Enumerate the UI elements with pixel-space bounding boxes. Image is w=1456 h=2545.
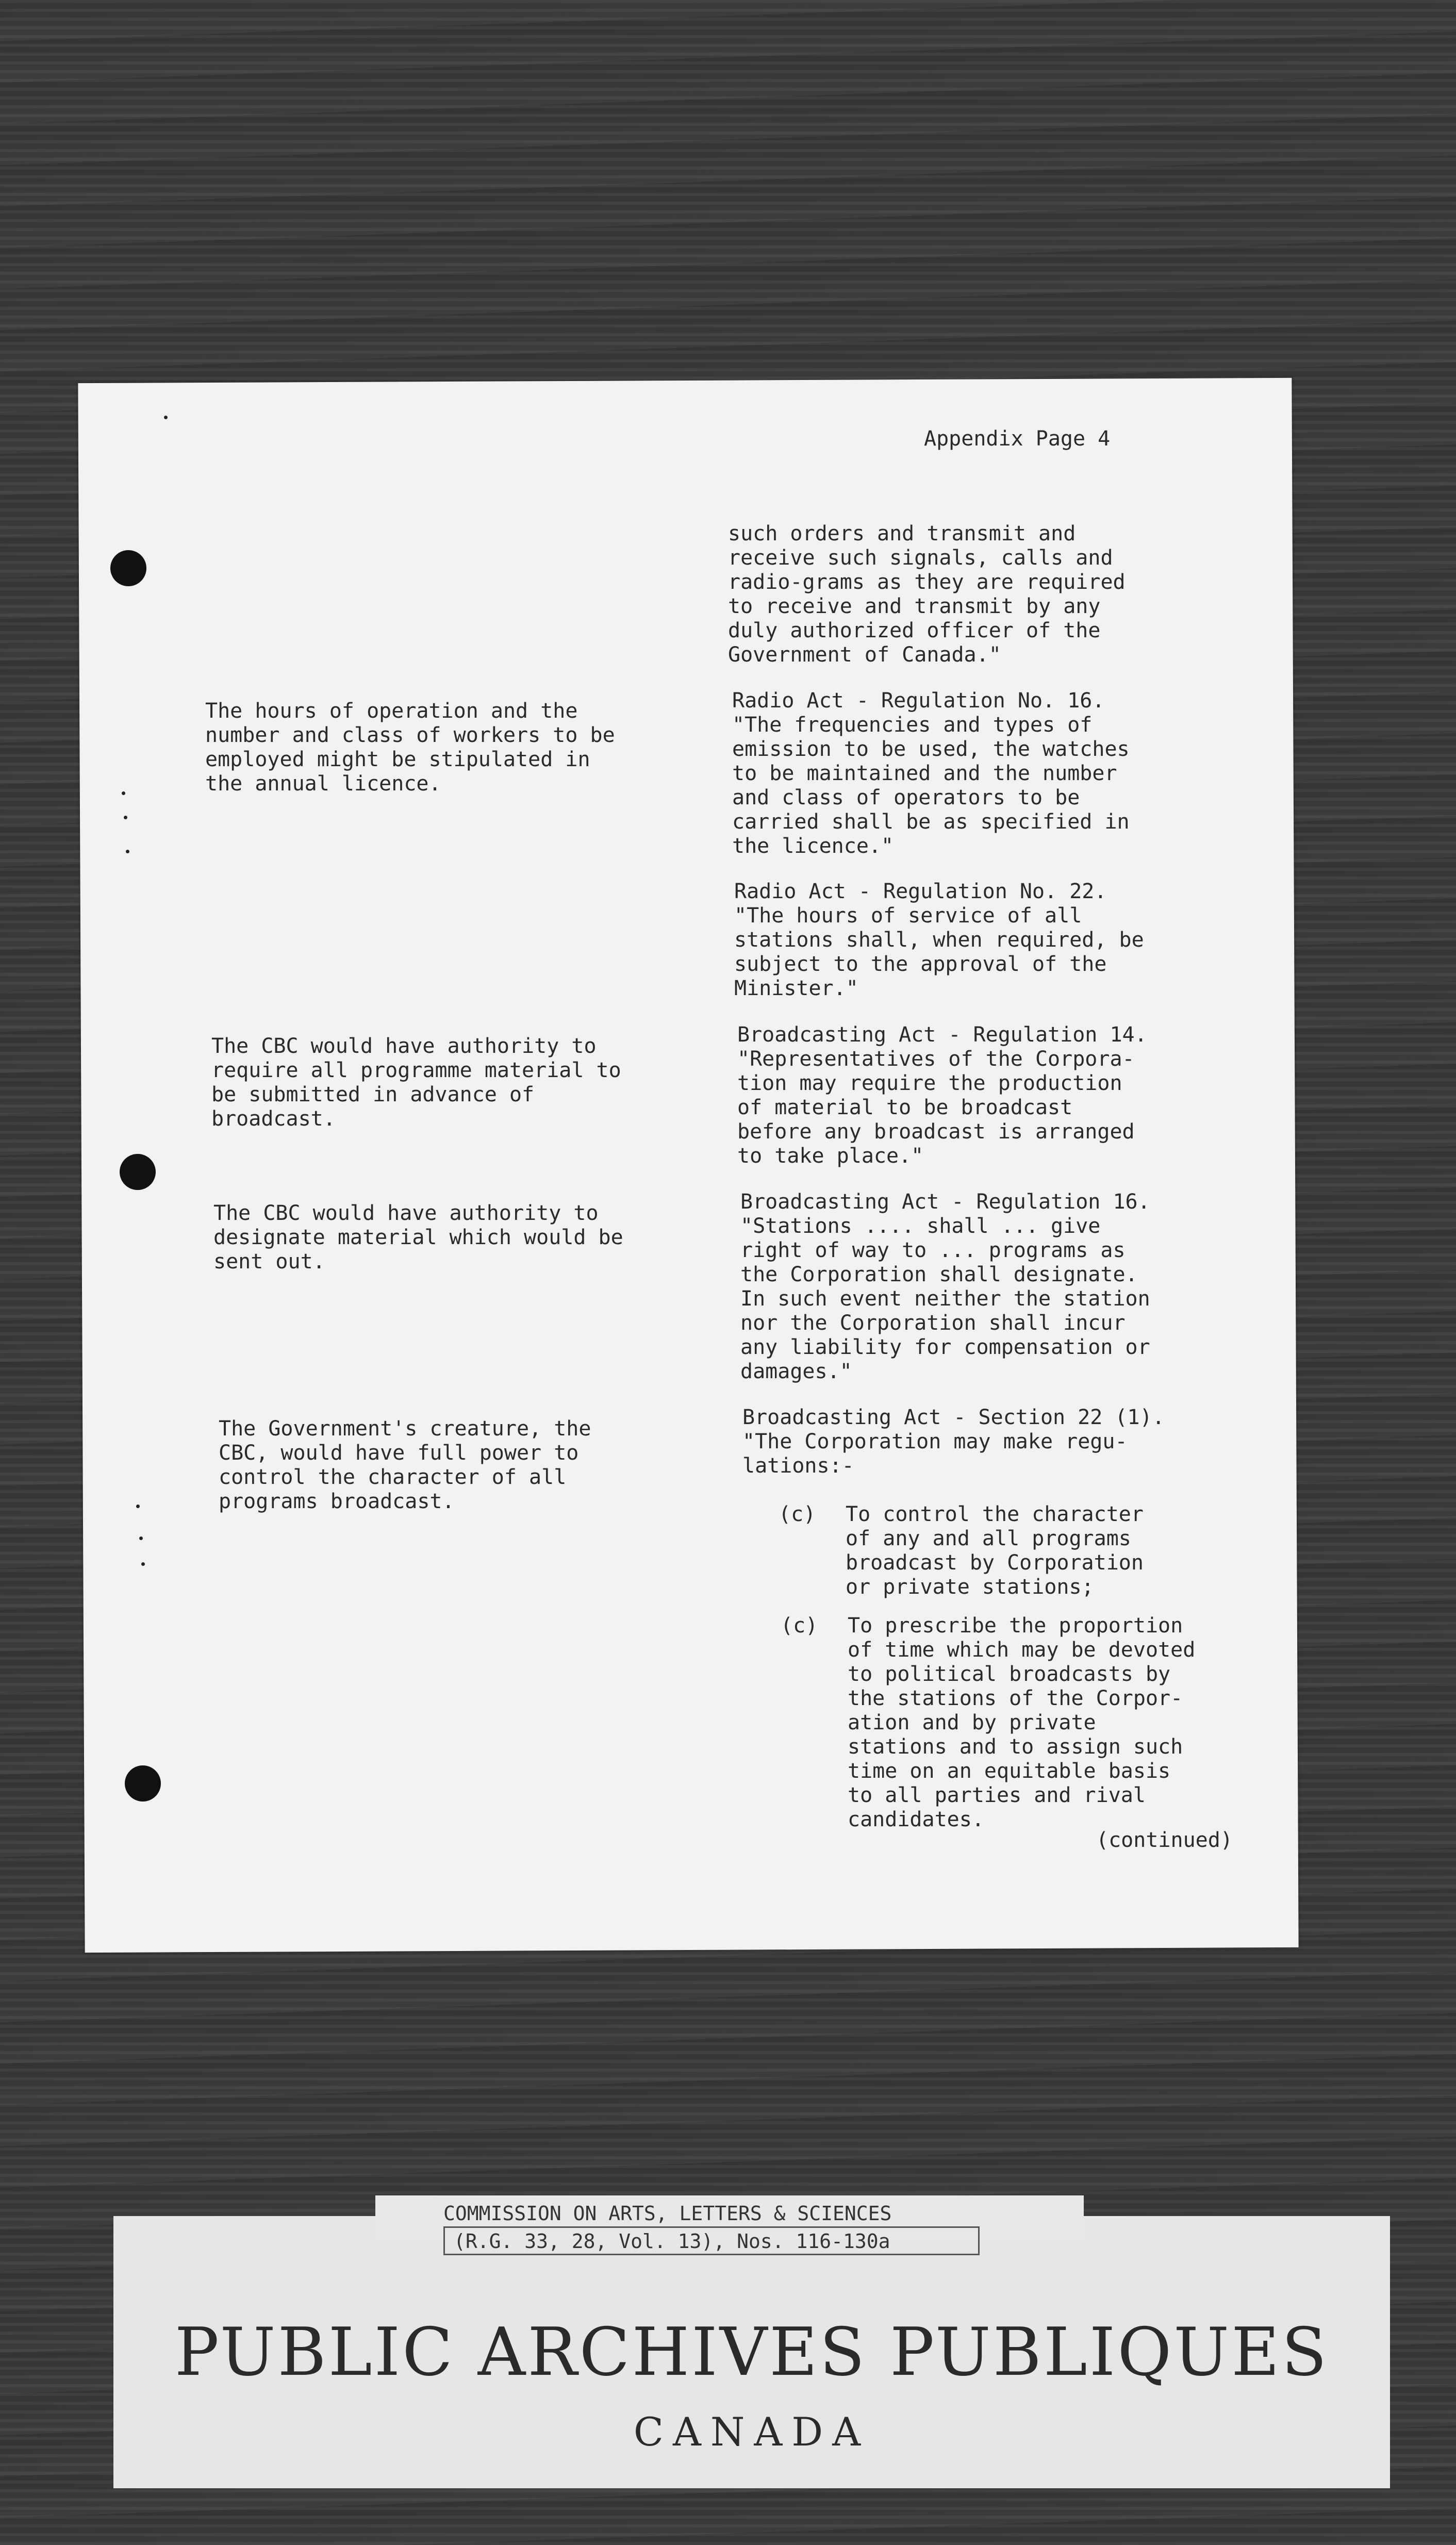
continued-note: (continued) [1096,1828,1233,1852]
paper-speck [141,1562,145,1566]
right-paragraph-continuation: such orders and transmit and receive such signals, calls and radio-grams as they are required to receive and transmit by any duly authorized officer of the Government of Canada." [728,522,1126,667]
regulation-sub-item [779,1502,1243,1606]
paper-speck [164,416,168,419]
archive-subtitle: CANADA [633,2409,870,2455]
archive-label-line-2: (R.G. 33, 28, Vol. 13), Nos. 116-130a [454,2230,890,2253]
punch-hole-top [110,550,146,586]
sub-item-text: To control the character of any and all programs broadcast by Corporation or private stations; [846,1502,1144,1599]
regulation-sub-item [781,1614,1245,1841]
punch-hole-middle [120,1154,156,1190]
archive-title: PUBLIC ARCHIVES PUBLIQUES [174,2314,1329,2391]
right-citation-radio-reg-16: Radio Act - Regulation No. 16. "The frequencies and types of emission to be used, the watches to be maintained and the number and class of operators to be carried shall be as specified in the licence." [732,689,1130,858]
punch-hole-bottom [125,1765,161,1802]
sub-item-mark: (c) [781,1614,818,1638]
paper-speck [124,816,127,819]
left-note-programme-material: The CBC would have authority to require all programme material to be submitted in advance of broadcast. [211,1034,621,1131]
right-citation-radio-reg-22: Radio Act - Regulation No. 22. "The hours of service of all stations shall, when required, be subject to the approval of the Minister." [734,880,1144,1000]
left-note-designate-material: The CBC would have authority to designate material which would be sent out. [213,1201,623,1274]
paper-speck [136,1505,140,1508]
archive-label-line-1: COMMISSION ON ARTS, LETTERS & SCIENCES [443,2202,892,2225]
left-note-licence-hours: The hours of operation and the number and class of workers to be employed might be stipulated in the annual licence. [205,699,615,796]
right-citation-broadcasting-section-22: Broadcasting Act - Section 22 (1). "The Corporation may make regu- lations:- [742,1406,1165,1478]
paper-speck [139,1536,143,1540]
page-header: Appendix Page 4 [924,427,1111,451]
sub-item-text: To prescribe the proportion of time which may be devoted to political broadcasts by the stations of the Corpor- ation and by private stations and to assign such time on an equitable basis to all parties and rival candidates. [848,1614,1196,1831]
left-note-government-creature: The Government's creature, the CBC, would have full power to control the character of all programs broadcast. [219,1417,591,1513]
paper-speck [126,850,129,853]
sub-item-mark: (c) [779,1502,816,1526]
paper-speck [122,791,125,795]
right-citation-broadcasting-reg-14: Broadcasting Act - Regulation 14. "Representatives of the Corpora- tion may require the production of material to be broadcast before any broadcast is arranged to take place." [737,1023,1147,1168]
right-citation-broadcasting-reg-16: Broadcasting Act - Regulation 16. "Stations .... shall ... give right of way to ... programs as the Corporation shall designate. In such event neither the station nor the Corporation shall incur any liability for compensation or damages." [740,1190,1150,1383]
